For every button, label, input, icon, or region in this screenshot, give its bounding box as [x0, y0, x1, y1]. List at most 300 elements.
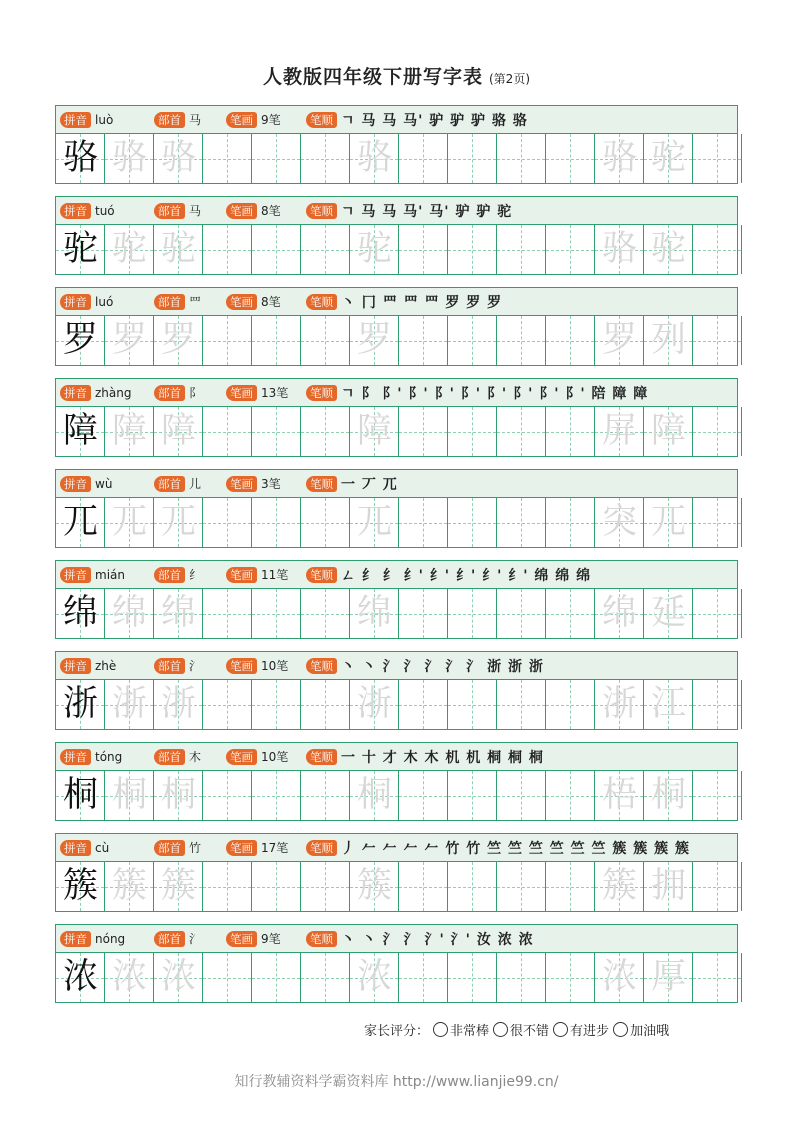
trace-character: 拥 [650, 866, 686, 906]
grid-cell[interactable] [644, 680, 693, 729]
radical-tag: 部首 [154, 112, 185, 128]
character-block [55, 833, 738, 912]
rating-option-excellent[interactable]: 非常棒 [433, 1020, 489, 1039]
stroke-count-tag: 笔画 [226, 931, 257, 947]
radical-field [154, 384, 226, 401]
grid-cell[interactable] [154, 862, 203, 911]
grid-cell[interactable] [105, 953, 154, 1002]
grid-cell[interactable] [105, 680, 154, 729]
grid-cell[interactable] [105, 316, 154, 365]
grid-cell[interactable] [497, 225, 546, 274]
model-character: 驼 [62, 229, 98, 269]
grid-cell[interactable] [203, 862, 252, 911]
character-info-bar [56, 925, 737, 953]
grid-cell[interactable] [595, 407, 644, 456]
radical-field [154, 293, 226, 310]
grid-cell[interactable] [252, 498, 301, 547]
trace-character: 浙 [356, 684, 392, 724]
grid-cell[interactable] [56, 498, 105, 547]
grid-cell[interactable] [56, 771, 105, 820]
grid-cell[interactable] [105, 862, 154, 911]
grid-cell[interactable] [350, 407, 399, 456]
grid-cell[interactable] [56, 862, 105, 911]
grid-cell[interactable] [301, 953, 350, 1002]
rating-option-keep-going[interactable]: 加油哦 [613, 1020, 669, 1039]
grid-cell[interactable] [350, 953, 399, 1002]
stroke-count-tag: 笔画 [226, 658, 257, 674]
pinyin-value: zhè [95, 658, 117, 673]
grid-cell[interactable] [448, 134, 497, 183]
grid-cell[interactable] [203, 316, 252, 365]
model-character: 桐 [62, 775, 98, 815]
grid-cell[interactable] [497, 316, 546, 365]
trace-character: 延 [650, 593, 686, 633]
grid-cell[interactable] [252, 134, 301, 183]
pinyin-tag: 拼音 [60, 931, 91, 947]
stroke-order-value: 一 丆 兀 [341, 476, 398, 493]
grid-cell[interactable] [644, 498, 693, 547]
model-character: 簇 [62, 866, 98, 906]
character-info-bar [56, 106, 737, 134]
stroke-count-value: 13笔 [261, 386, 289, 400]
radical-value: 阝 [189, 386, 202, 400]
grid-cell[interactable] [301, 407, 350, 456]
grid-cell[interactable] [644, 316, 693, 365]
radical-field [154, 202, 226, 219]
writing-grid [56, 953, 737, 1002]
pinyin-tag: 拼音 [60, 476, 91, 492]
grid-cell[interactable] [399, 771, 448, 820]
grid-cell[interactable] [350, 498, 399, 547]
stroke-order-tag: 笔顺 [306, 931, 337, 947]
grid-cell[interactable] [595, 862, 644, 911]
grid-cell[interactable] [203, 953, 252, 1002]
grid-cell[interactable] [154, 316, 203, 365]
writing-grid [56, 498, 737, 547]
stroke-count-field [226, 748, 306, 765]
radical-tag: 部首 [154, 840, 185, 856]
grid-cell[interactable] [546, 225, 595, 274]
grid-cell[interactable] [301, 771, 350, 820]
trace-character: 骆 [111, 138, 147, 178]
grid-cell[interactable] [644, 589, 693, 638]
pinyin-value: luó [95, 294, 114, 309]
trace-character: 绵 [160, 593, 196, 633]
stroke-order-field [306, 292, 737, 312]
stroke-order-value: 丶 丶 氵 氵 氵 氵 氵 浙 浙 浙 [341, 658, 544, 675]
stroke-order-field [306, 747, 737, 767]
model-character: 骆 [62, 138, 98, 178]
radical-tag: 部首 [154, 749, 185, 765]
radical-field [154, 566, 226, 583]
grid-cell[interactable] [301, 680, 350, 729]
grid-cell[interactable] [56, 225, 105, 274]
stroke-count-field [226, 475, 306, 492]
trace-character: 江 [650, 684, 686, 724]
trace-character: 绵 [111, 593, 147, 633]
grid-cell[interactable] [497, 771, 546, 820]
grid-cell[interactable] [693, 771, 742, 820]
grid-cell[interactable] [350, 680, 399, 729]
grid-cell[interactable] [252, 225, 301, 274]
grid-cell[interactable] [693, 225, 742, 274]
trace-character: 浓 [356, 957, 392, 997]
grid-cell[interactable] [105, 225, 154, 274]
writing-grid [56, 862, 737, 911]
radical-value: 竹 [189, 841, 202, 855]
grid-cell[interactable] [301, 589, 350, 638]
grid-cell[interactable] [252, 316, 301, 365]
character-info-bar [56, 379, 737, 407]
grid-cell[interactable] [595, 953, 644, 1002]
grid-cell[interactable] [693, 407, 742, 456]
grid-cell[interactable] [154, 953, 203, 1002]
model-character: 障 [62, 411, 98, 451]
checkbox-circle-icon[interactable] [433, 1022, 448, 1037]
character-block [55, 105, 738, 184]
radical-value: 氵 [189, 932, 202, 946]
stroke-count-value: 9笔 [261, 113, 281, 127]
pinyin-tag: 拼音 [60, 658, 91, 674]
grid-cell[interactable] [154, 771, 203, 820]
radical-value: 马 [189, 113, 202, 127]
writing-grid [56, 316, 737, 365]
grid-cell[interactable] [693, 680, 742, 729]
grid-cell[interactable] [105, 589, 154, 638]
page-number: (第2页) [489, 72, 530, 86]
pinyin-field [60, 567, 154, 583]
grid-cell[interactable] [399, 498, 448, 547]
stroke-count-field [226, 293, 306, 310]
checkbox-circle-icon[interactable] [493, 1022, 508, 1037]
stroke-count-tag: 笔画 [226, 749, 257, 765]
page-title: 人教版四年级下册写字表 [262, 66, 483, 88]
grid-cell[interactable] [546, 680, 595, 729]
pinyin-tag: 拼音 [60, 294, 91, 310]
grid-cell[interactable] [448, 498, 497, 547]
trace-character: 梧 [601, 775, 637, 815]
trace-character: 桐 [111, 775, 147, 815]
trace-character: 浙 [111, 684, 147, 724]
grid-cell[interactable] [203, 407, 252, 456]
trace-character: 障 [650, 411, 686, 451]
grid-cell[interactable] [497, 498, 546, 547]
grid-cell[interactable] [56, 134, 105, 183]
grid-cell[interactable] [203, 134, 252, 183]
grid-cell[interactable] [154, 225, 203, 274]
model-character: 罗 [62, 320, 98, 360]
pinyin-field [60, 294, 154, 310]
radical-value: 木 [189, 750, 202, 764]
trace-character: 驼 [356, 229, 392, 269]
pinyin-value: wù [95, 476, 113, 491]
stroke-order-tag: 笔顺 [306, 840, 337, 856]
character-info-bar [56, 288, 737, 316]
grid-cell[interactable] [203, 771, 252, 820]
grid-cell[interactable] [546, 498, 595, 547]
grid-cell[interactable] [693, 589, 742, 638]
stroke-order-tag: 笔顺 [306, 385, 337, 401]
grid-cell[interactable] [546, 134, 595, 183]
trace-character: 驼 [160, 229, 196, 269]
grid-cell[interactable] [301, 134, 350, 183]
grid-cell[interactable] [399, 316, 448, 365]
grid-cell[interactable] [644, 407, 693, 456]
stroke-count-tag: 笔画 [226, 385, 257, 401]
rating-option-good[interactable]: 很不错 [493, 1020, 549, 1039]
grid-cell[interactable] [105, 134, 154, 183]
grid-cell[interactable] [497, 862, 546, 911]
trace-character: 屏 [601, 411, 637, 451]
character-block [55, 287, 738, 366]
pinyin-field [60, 840, 154, 856]
trace-character: 罗 [160, 320, 196, 360]
radical-value: 罒 [189, 295, 202, 309]
grid-cell[interactable] [301, 498, 350, 547]
grid-cell[interactable] [448, 953, 497, 1002]
trace-character: 桐 [160, 775, 196, 815]
grid-cell[interactable] [399, 862, 448, 911]
trace-character: 兀 [160, 502, 196, 542]
grid-cell[interactable] [448, 225, 497, 274]
character-info-bar [56, 561, 737, 589]
stroke-count-field [226, 202, 306, 219]
pinyin-field [60, 112, 154, 128]
radical-field [154, 839, 226, 856]
grid-cell[interactable] [154, 498, 203, 547]
trace-character: 簇 [356, 866, 392, 906]
grid-cell[interactable] [399, 680, 448, 729]
stroke-order-field [306, 383, 737, 403]
trace-character: 突 [601, 502, 637, 542]
stroke-count-field [226, 384, 306, 401]
grid-cell[interactable] [203, 589, 252, 638]
grid-cell[interactable] [595, 771, 644, 820]
grid-cell[interactable] [595, 498, 644, 547]
grid-cell[interactable] [56, 316, 105, 365]
stroke-order-field [306, 565, 737, 585]
stroke-order-value: 一 十 才 木 木 机 机 桐 桐 桐 [341, 749, 544, 766]
radical-tag: 部首 [154, 294, 185, 310]
grid-cell[interactable] [301, 225, 350, 274]
grid-cell[interactable] [693, 498, 742, 547]
stroke-order-tag: 笔顺 [306, 476, 337, 492]
grid-cell[interactable] [252, 862, 301, 911]
grid-cell[interactable] [693, 862, 742, 911]
grid-cell[interactable] [595, 225, 644, 274]
grid-cell[interactable] [350, 316, 399, 365]
grid-cell[interactable] [546, 862, 595, 911]
pinyin-value: luò [95, 112, 114, 127]
grid-cell[interactable] [399, 407, 448, 456]
trace-character: 骆 [160, 138, 196, 178]
stroke-count-field [226, 111, 306, 128]
writing-grid [56, 680, 737, 729]
checkbox-circle-icon[interactable] [553, 1022, 568, 1037]
stroke-count-field [226, 657, 306, 674]
grid-cell[interactable] [546, 771, 595, 820]
grid-cell[interactable] [644, 953, 693, 1002]
grid-cell[interactable] [56, 589, 105, 638]
stroke-count-value: 17笔 [261, 841, 289, 855]
grid-cell[interactable] [448, 407, 497, 456]
grid-cell[interactable] [301, 862, 350, 911]
grid-cell[interactable] [546, 589, 595, 638]
character-info-bar [56, 743, 737, 771]
grid-cell[interactable] [448, 680, 497, 729]
grid-cell[interactable] [252, 953, 301, 1002]
grid-cell[interactable] [203, 225, 252, 274]
grid-cell[interactable] [693, 316, 742, 365]
radical-value: 氵 [189, 659, 202, 673]
pinyin-tag: 拼音 [60, 840, 91, 856]
stroke-count-tag: 笔画 [226, 840, 257, 856]
trace-character: 驼 [650, 138, 686, 178]
grid-cell[interactable] [644, 862, 693, 911]
radical-tag: 部首 [154, 567, 185, 583]
pinyin-tag: 拼音 [60, 749, 91, 765]
grid-cell[interactable] [154, 680, 203, 729]
grid-cell[interactable] [154, 589, 203, 638]
grid-cell[interactable] [350, 862, 399, 911]
grid-cell[interactable] [399, 953, 448, 1002]
grid-cell[interactable] [693, 953, 742, 1002]
model-character: 浙 [62, 684, 98, 724]
stroke-count-value: 8笔 [261, 295, 281, 309]
grid-cell[interactable] [252, 589, 301, 638]
grid-cell[interactable] [595, 680, 644, 729]
grid-cell[interactable] [595, 316, 644, 365]
model-character: 浓 [62, 957, 98, 997]
trace-character: 骆 [601, 229, 637, 269]
grid-cell[interactable] [448, 316, 497, 365]
grid-cell[interactable] [399, 589, 448, 638]
stroke-count-tag: 笔画 [226, 294, 257, 310]
trace-character: 厚 [650, 957, 686, 997]
grid-cell[interactable] [448, 589, 497, 638]
grid-cell[interactable] [399, 134, 448, 183]
character-block [55, 924, 738, 1003]
trace-character: 障 [111, 411, 147, 451]
rating-option-improving[interactable]: 有进步 [553, 1020, 609, 1039]
stroke-count-field [226, 566, 306, 583]
grid-cell[interactable] [252, 407, 301, 456]
character-info-bar [56, 197, 737, 225]
grid-cell[interactable] [105, 407, 154, 456]
grid-cell[interactable] [497, 680, 546, 729]
grid-cell[interactable] [350, 589, 399, 638]
stroke-count-value: 10笔 [261, 659, 289, 673]
stroke-order-field [306, 656, 737, 676]
grid-cell[interactable] [203, 498, 252, 547]
character-block [55, 742, 738, 821]
stroke-count-tag: 笔画 [226, 476, 257, 492]
grid-cell[interactable] [595, 589, 644, 638]
grid-cell[interactable] [105, 498, 154, 547]
stroke-count-value: 11笔 [261, 568, 289, 582]
radical-value: 儿 [189, 477, 202, 491]
model-character: 绵 [62, 593, 98, 633]
grid-cell[interactable] [350, 771, 399, 820]
character-block [55, 378, 738, 457]
stroke-order-value: 丶 冂 罒 罒 罒 罗 罗 罗 [341, 294, 503, 311]
grid-cell[interactable] [301, 316, 350, 365]
checkbox-circle-icon[interactable] [613, 1022, 628, 1037]
grid-cell[interactable] [546, 316, 595, 365]
grid-cell[interactable] [105, 771, 154, 820]
stroke-order-field [306, 929, 737, 949]
trace-character: 兀 [111, 502, 147, 542]
stroke-order-field [306, 110, 737, 130]
grid-cell[interactable] [154, 134, 203, 183]
pinyin-value: tóng [95, 749, 123, 764]
grid-cell[interactable] [399, 225, 448, 274]
grid-cell[interactable] [203, 680, 252, 729]
trace-character: 绵 [601, 593, 637, 633]
character-info-bar [56, 652, 737, 680]
trace-character: 兀 [356, 502, 392, 542]
stroke-order-tag: 笔顺 [306, 658, 337, 674]
stroke-order-value: ㄱ 阝 阝' 阝' 阝' 阝' 阝' 阝' 阝' 阝' 陪 障 障 [341, 385, 649, 402]
pinyin-value: cù [95, 840, 110, 855]
radical-field [154, 657, 226, 674]
grid-cell[interactable] [693, 134, 742, 183]
stroke-order-value: 丿 𠂉 𠂉 𠂉 𠂉 竹 竹 竺 竺 竺 竺 竺 竺 簇 簇 簇 簇 [341, 840, 690, 857]
grid-cell[interactable] [546, 407, 595, 456]
trace-character: 簇 [160, 866, 196, 906]
grid-cell[interactable] [56, 407, 105, 456]
grid-cell[interactable] [252, 680, 301, 729]
trace-character: 罗 [601, 320, 637, 360]
grid-cell[interactable] [56, 953, 105, 1002]
grid-cell[interactable] [644, 771, 693, 820]
grid-cell[interactable] [644, 134, 693, 183]
stroke-count-tag: 笔画 [226, 203, 257, 219]
grid-cell[interactable] [154, 407, 203, 456]
stroke-order-tag: 笔顺 [306, 567, 337, 583]
stroke-order-value: 丶 丶 氵 氵 氵' 氵' 汝 浓 浓 [341, 931, 534, 948]
model-character: 兀 [62, 502, 98, 542]
pinyin-value: zhàng [95, 385, 132, 400]
grid-cell[interactable] [497, 407, 546, 456]
footer-watermark: 知行教辅资料学霸资料库 http://www.lianjie99.cn/ [234, 1074, 559, 1090]
grid-cell[interactable] [497, 589, 546, 638]
radical-field [154, 111, 226, 128]
grid-cell[interactable] [56, 680, 105, 729]
character-info-bar [56, 470, 737, 498]
character-block [55, 196, 738, 275]
pinyin-field [60, 203, 154, 219]
grid-cell[interactable] [350, 134, 399, 183]
grid-cell[interactable] [350, 225, 399, 274]
character-block [55, 560, 738, 639]
grid-cell[interactable] [448, 862, 497, 911]
grid-cell[interactable] [497, 953, 546, 1002]
grid-cell[interactable] [448, 771, 497, 820]
radical-tag: 部首 [154, 931, 185, 947]
grid-cell[interactable] [497, 134, 546, 183]
radical-value: 纟 [189, 568, 202, 582]
grid-cell[interactable] [595, 134, 644, 183]
grid-cell[interactable] [546, 953, 595, 1002]
trace-character: 骆 [356, 138, 392, 178]
stroke-order-value: ㄱ 马 马 马' 驴 驴 驴 骆 骆 [341, 112, 528, 129]
grid-cell[interactable] [644, 225, 693, 274]
grid-cell[interactable] [252, 771, 301, 820]
stroke-count-field [226, 839, 306, 856]
trace-character: 列 [650, 320, 686, 360]
writing-grid [56, 225, 737, 274]
